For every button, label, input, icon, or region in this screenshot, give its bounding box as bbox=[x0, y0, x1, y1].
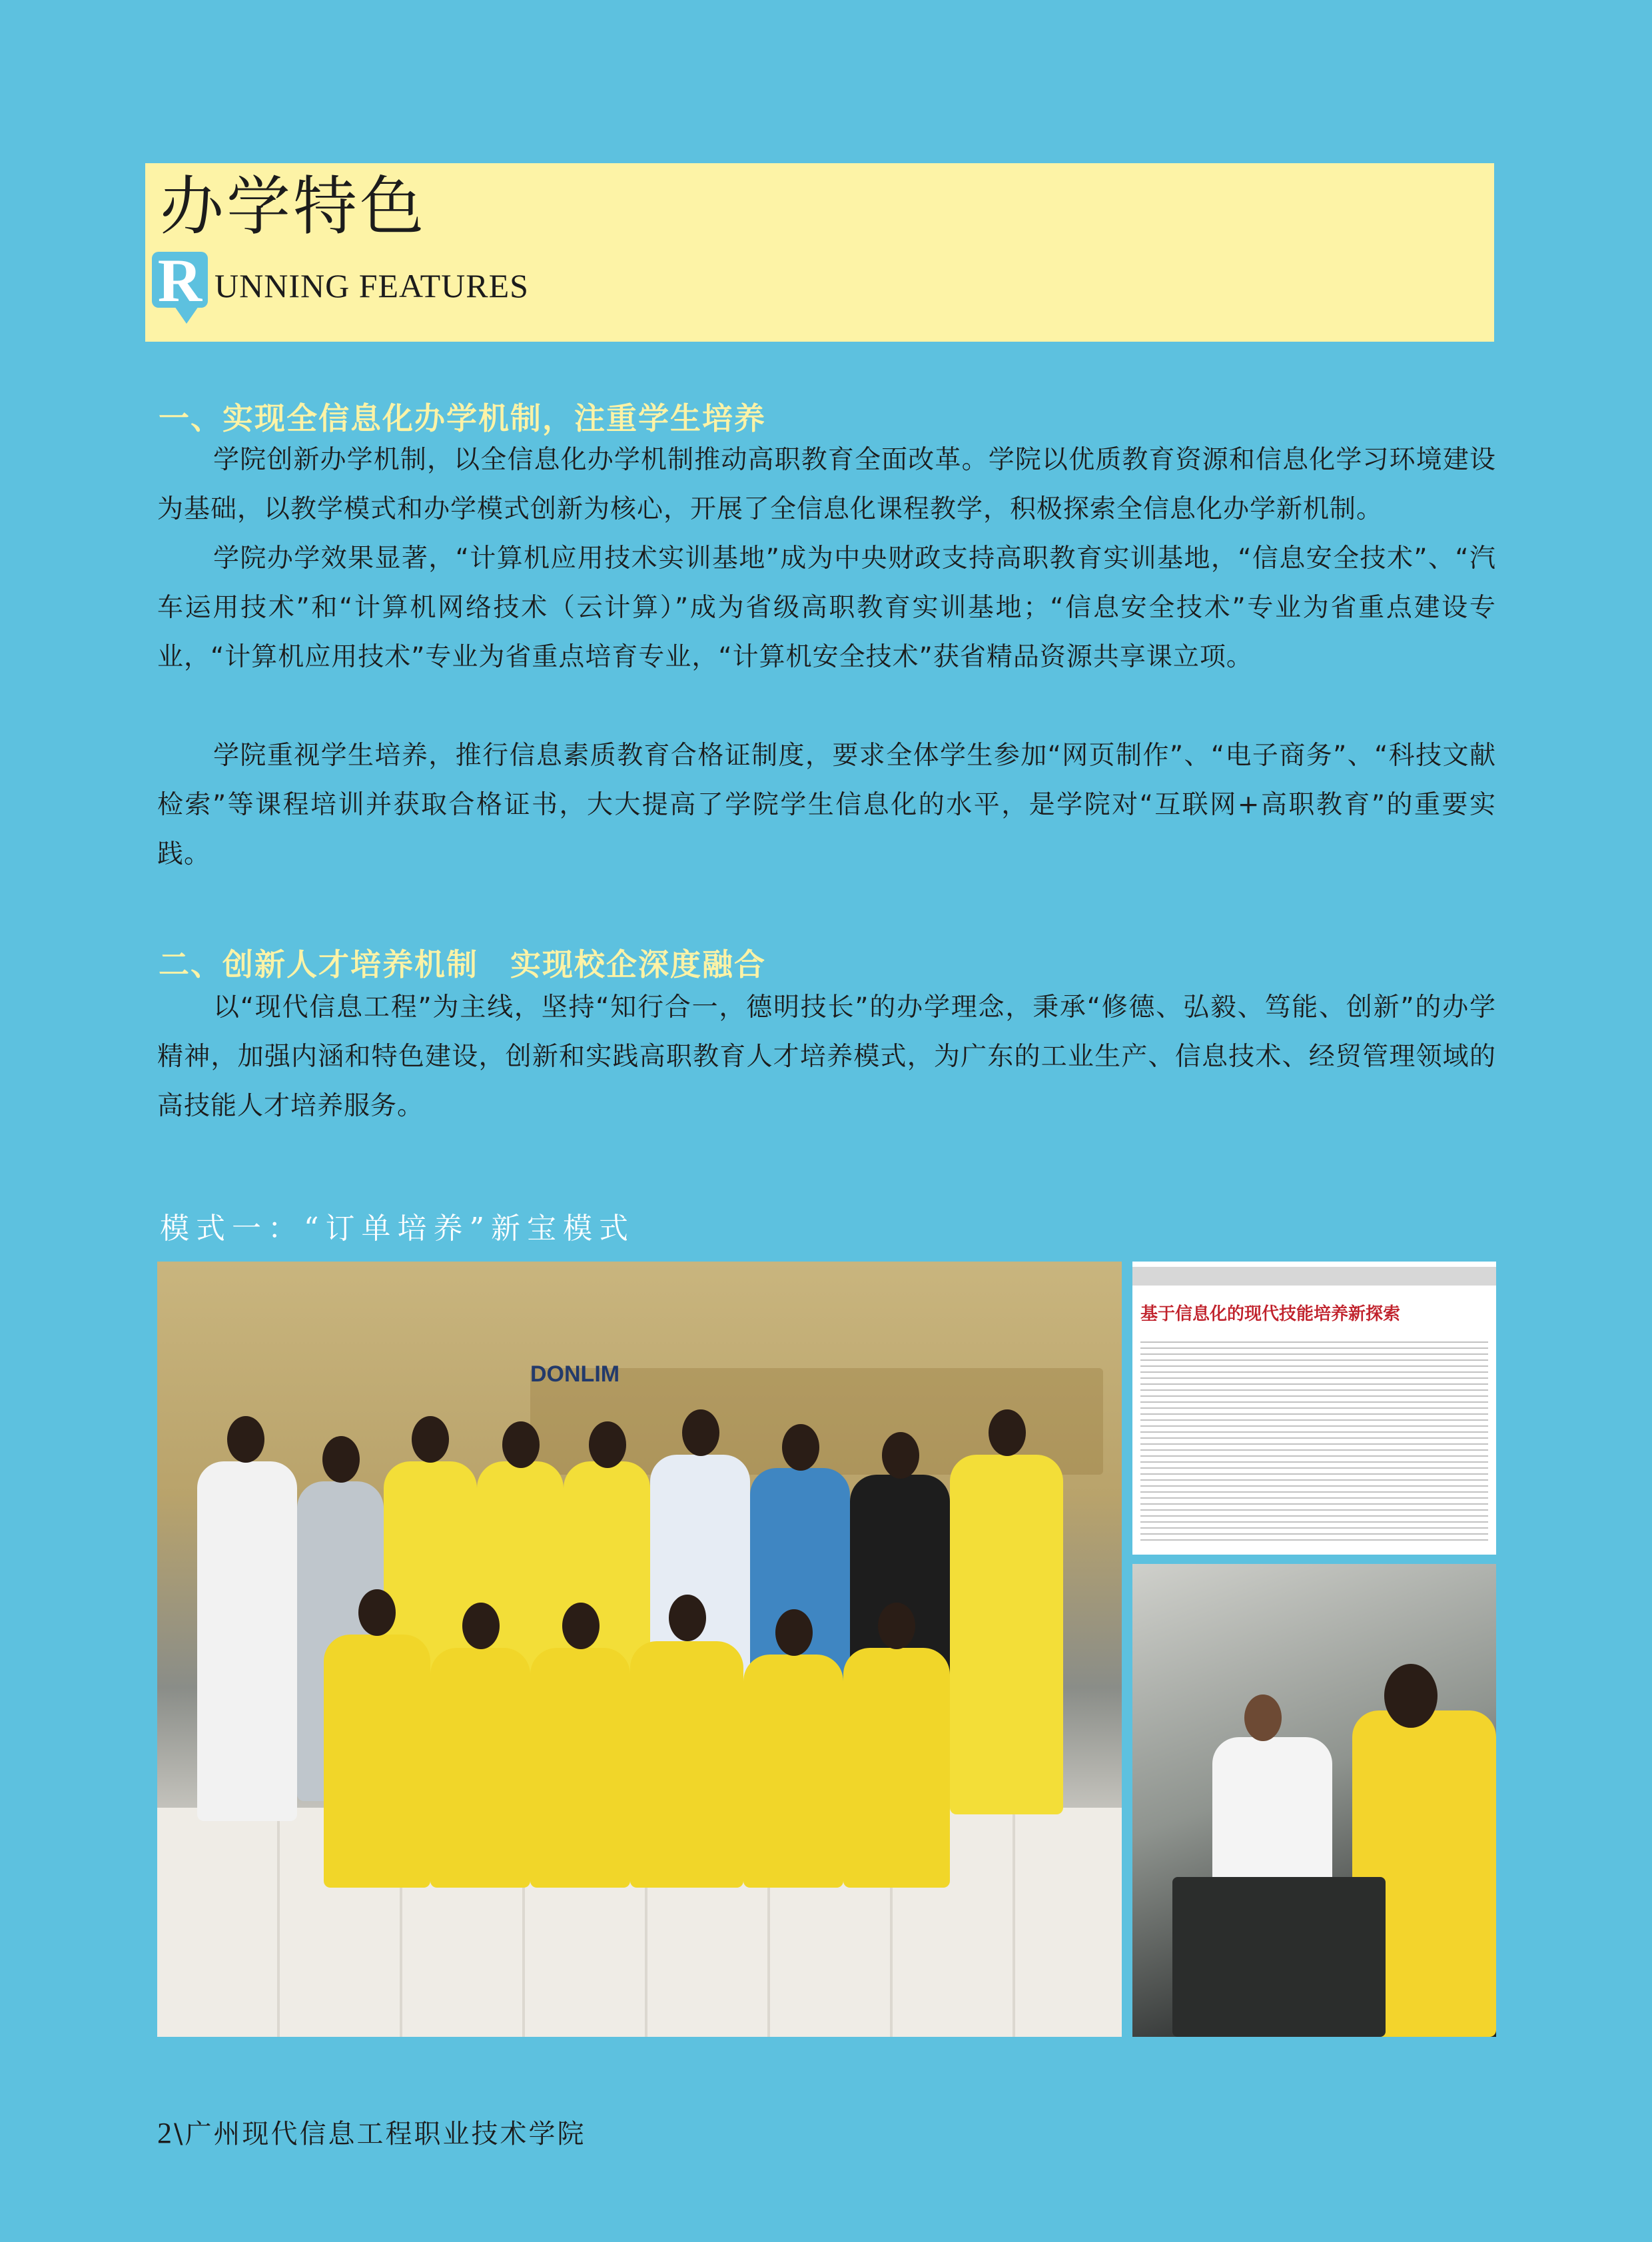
person-figure bbox=[197, 1461, 297, 1821]
photo-caption: 模式一：“订单培养”新宝模式 bbox=[160, 1212, 635, 1246]
footer-separator: \ bbox=[174, 2119, 185, 2149]
workshop-photo bbox=[1132, 1564, 1496, 2037]
person-head bbox=[358, 1589, 396, 1636]
paragraph-4: 以“现代信息工程”为主线，坚持“知行合一，德明技长”的办学理念，秉承“修德、弘毅、笃能、创新”的办学精神，加强内涵和特色建设，创新和实践高职教育人才培养模式，为广东的工业生产、信息技术、经贸管理领域的高技能人才培养服务。 bbox=[157, 992, 1496, 1121]
r-initial-badge: R bbox=[152, 252, 208, 308]
badge-pointer-icon bbox=[175, 306, 199, 324]
person-figure bbox=[743, 1655, 843, 1888]
person-figure bbox=[324, 1635, 430, 1888]
newspaper-clipping bbox=[1132, 1262, 1496, 1555]
person-head bbox=[989, 1409, 1026, 1456]
person-head bbox=[669, 1595, 706, 1641]
person-head bbox=[589, 1421, 626, 1468]
person-figure bbox=[530, 1648, 630, 1888]
person-head bbox=[412, 1416, 449, 1463]
page-subtitle-en: UNNING FEATURES bbox=[214, 267, 529, 304]
person-figure bbox=[843, 1648, 950, 1888]
group-photo bbox=[157, 1262, 1122, 2037]
paragraph-3: 学院重视学生培养，推行信息素质教育合格证制度，要求全体学生参加“网页制作”、“电子商务”、“科技文献检索”等课程培训并获取合格证书，大大提高了学院学生信息化的水平，是学院对“互联网+高职教育”的重要实践。 bbox=[157, 741, 1496, 869]
section-heading-2: 二、创新人才培养机制 实现校企深度融合 bbox=[159, 946, 766, 982]
person-head bbox=[775, 1609, 813, 1656]
school-name: 广州现代信息工程职业技术学院 bbox=[185, 2119, 586, 2149]
person-head bbox=[882, 1432, 919, 1479]
newspaper-masthead bbox=[1132, 1267, 1496, 1286]
newspaper-headline: 基于信息化的现代技能培养新探索 bbox=[1140, 1304, 1401, 1324]
page-footer bbox=[157, 2113, 586, 2151]
person-head bbox=[782, 1424, 819, 1471]
person-head bbox=[462, 1603, 500, 1649]
person-figure bbox=[950, 1455, 1063, 1814]
paragraph-2: 学院办学效果显著，“计算机应用技术实训基地”成为中央财政支持高职教育实训基地，“信息安全技术”、“汽车运用技术”和“计算机网络技术（云计算）”成为省级高职教育实训基地；“信息安全技术”专业为省重点建设专业，“计算机应用技术”专业为省重点培育专业，“计算机安全技术”获省精品资源共享课立项。 bbox=[157, 544, 1496, 672]
person-head bbox=[502, 1421, 540, 1468]
machine-tool bbox=[1172, 1877, 1386, 2037]
person-head bbox=[682, 1409, 719, 1456]
person-head bbox=[227, 1416, 264, 1463]
company-logo-text: DONLIM bbox=[530, 1361, 620, 1387]
person-figure bbox=[630, 1641, 743, 1888]
page-number: 2 bbox=[157, 2117, 174, 2149]
section-heading-1: 一、实现全信息化办学机制，注重学生培养 bbox=[159, 400, 766, 436]
person-head bbox=[322, 1436, 360, 1483]
person-head bbox=[878, 1603, 915, 1649]
page-title: 办学特色 bbox=[160, 169, 426, 244]
person-head bbox=[1384, 1664, 1438, 1728]
person-head bbox=[1244, 1694, 1282, 1741]
newspaper-body bbox=[1140, 1341, 1488, 1541]
paragraph-1: 学院创新办学机制，以全信息化办学机制推动高职教育全面改革。学院以优质教育资源和信息化学习环境建设为基础，以教学模式和办学模式创新为核心，开展了全信息化课程教学，积极探索全信息化办学新机制。 bbox=[157, 445, 1496, 524]
person-figure bbox=[430, 1648, 530, 1888]
person-head bbox=[562, 1603, 600, 1649]
